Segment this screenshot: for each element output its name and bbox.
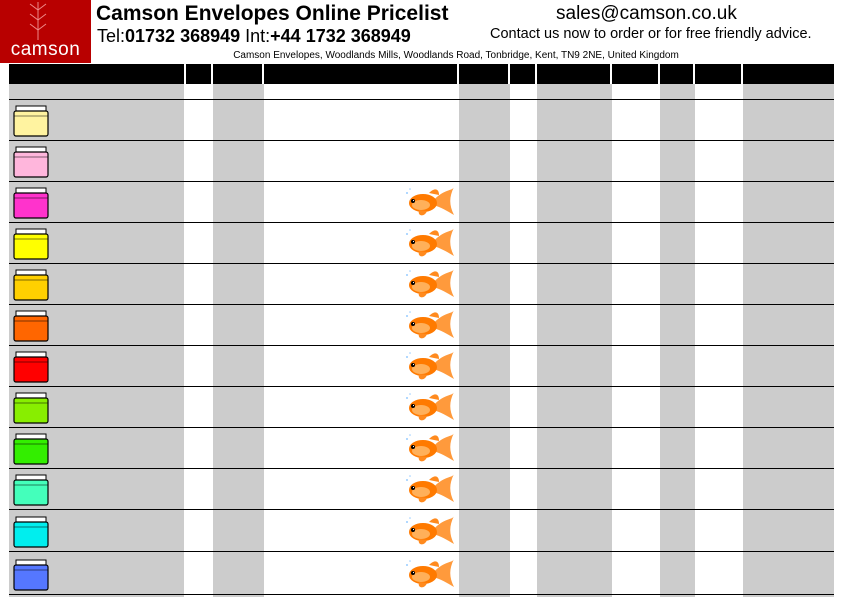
header-divider — [693, 64, 695, 84]
table-rule — [9, 509, 834, 510]
goldfish-icon — [403, 349, 455, 383]
envelope-icon — [13, 228, 49, 260]
envelope-icon — [13, 310, 49, 342]
goldfish-icon — [403, 557, 455, 591]
header-divider — [658, 64, 660, 84]
table-header — [9, 64, 834, 84]
goldfish-icon — [403, 472, 455, 506]
tel-prefix: Tel: — [97, 26, 126, 46]
goldfish-icon — [403, 226, 455, 260]
price-table — [9, 64, 834, 597]
header-divider — [535, 64, 537, 84]
table-row — [9, 182, 834, 222]
goldfish-icon — [403, 267, 455, 301]
table-row — [9, 428, 834, 468]
contact-text: Contact us now to order or for free friendly advice. — [490, 26, 812, 42]
int-number: +44 1732 368949 — [270, 26, 411, 46]
envelope-icon — [13, 559, 49, 591]
goldfish-icon — [403, 390, 455, 424]
header-divider — [184, 64, 186, 84]
telephone-line — [97, 26, 411, 47]
envelope-icon — [13, 474, 49, 506]
goldfish-icon — [403, 514, 455, 548]
table-row — [9, 141, 834, 181]
goldfish-icon — [403, 308, 455, 342]
table-row — [9, 511, 834, 551]
header-divider — [262, 64, 264, 84]
int-prefix: Int: — [240, 26, 271, 46]
header-divider — [211, 64, 213, 84]
table-row — [9, 223, 834, 263]
logo-text: camson — [10, 39, 81, 60]
page-title: Camson Envelopes Online Pricelist — [96, 2, 449, 25]
tel-number: 01732 368949 — [125, 26, 241, 46]
table-row — [9, 305, 834, 345]
company-address: Camson Envelopes, Woodlands Mills, Woodlands Road, Tonbridge, Kent, TN9 2NE, United Kingdom — [233, 50, 679, 61]
envelope-icon — [13, 146, 49, 178]
table-row — [9, 469, 834, 509]
header-divider — [508, 64, 510, 84]
goldfish-icon — [403, 431, 455, 465]
envelope-icon — [13, 105, 49, 137]
envelope-icon — [13, 392, 49, 424]
table-row — [9, 554, 834, 594]
table-row — [9, 387, 834, 427]
table-rule — [9, 594, 834, 595]
email-link[interactable]: sales@camson.co.uk — [556, 3, 737, 24]
table-row — [9, 346, 834, 386]
envelope-icon — [13, 516, 49, 548]
header-divider — [741, 64, 743, 84]
header-divider — [610, 64, 612, 84]
table-rule — [9, 551, 834, 552]
envelope-icon — [13, 433, 49, 465]
header-divider — [457, 64, 459, 84]
envelope-icon — [13, 269, 49, 301]
goldfish-icon — [403, 185, 455, 219]
envelope-icon — [13, 187, 49, 219]
envelope-icon — [13, 351, 49, 383]
table-row — [9, 264, 834, 304]
table-row — [9, 100, 834, 140]
